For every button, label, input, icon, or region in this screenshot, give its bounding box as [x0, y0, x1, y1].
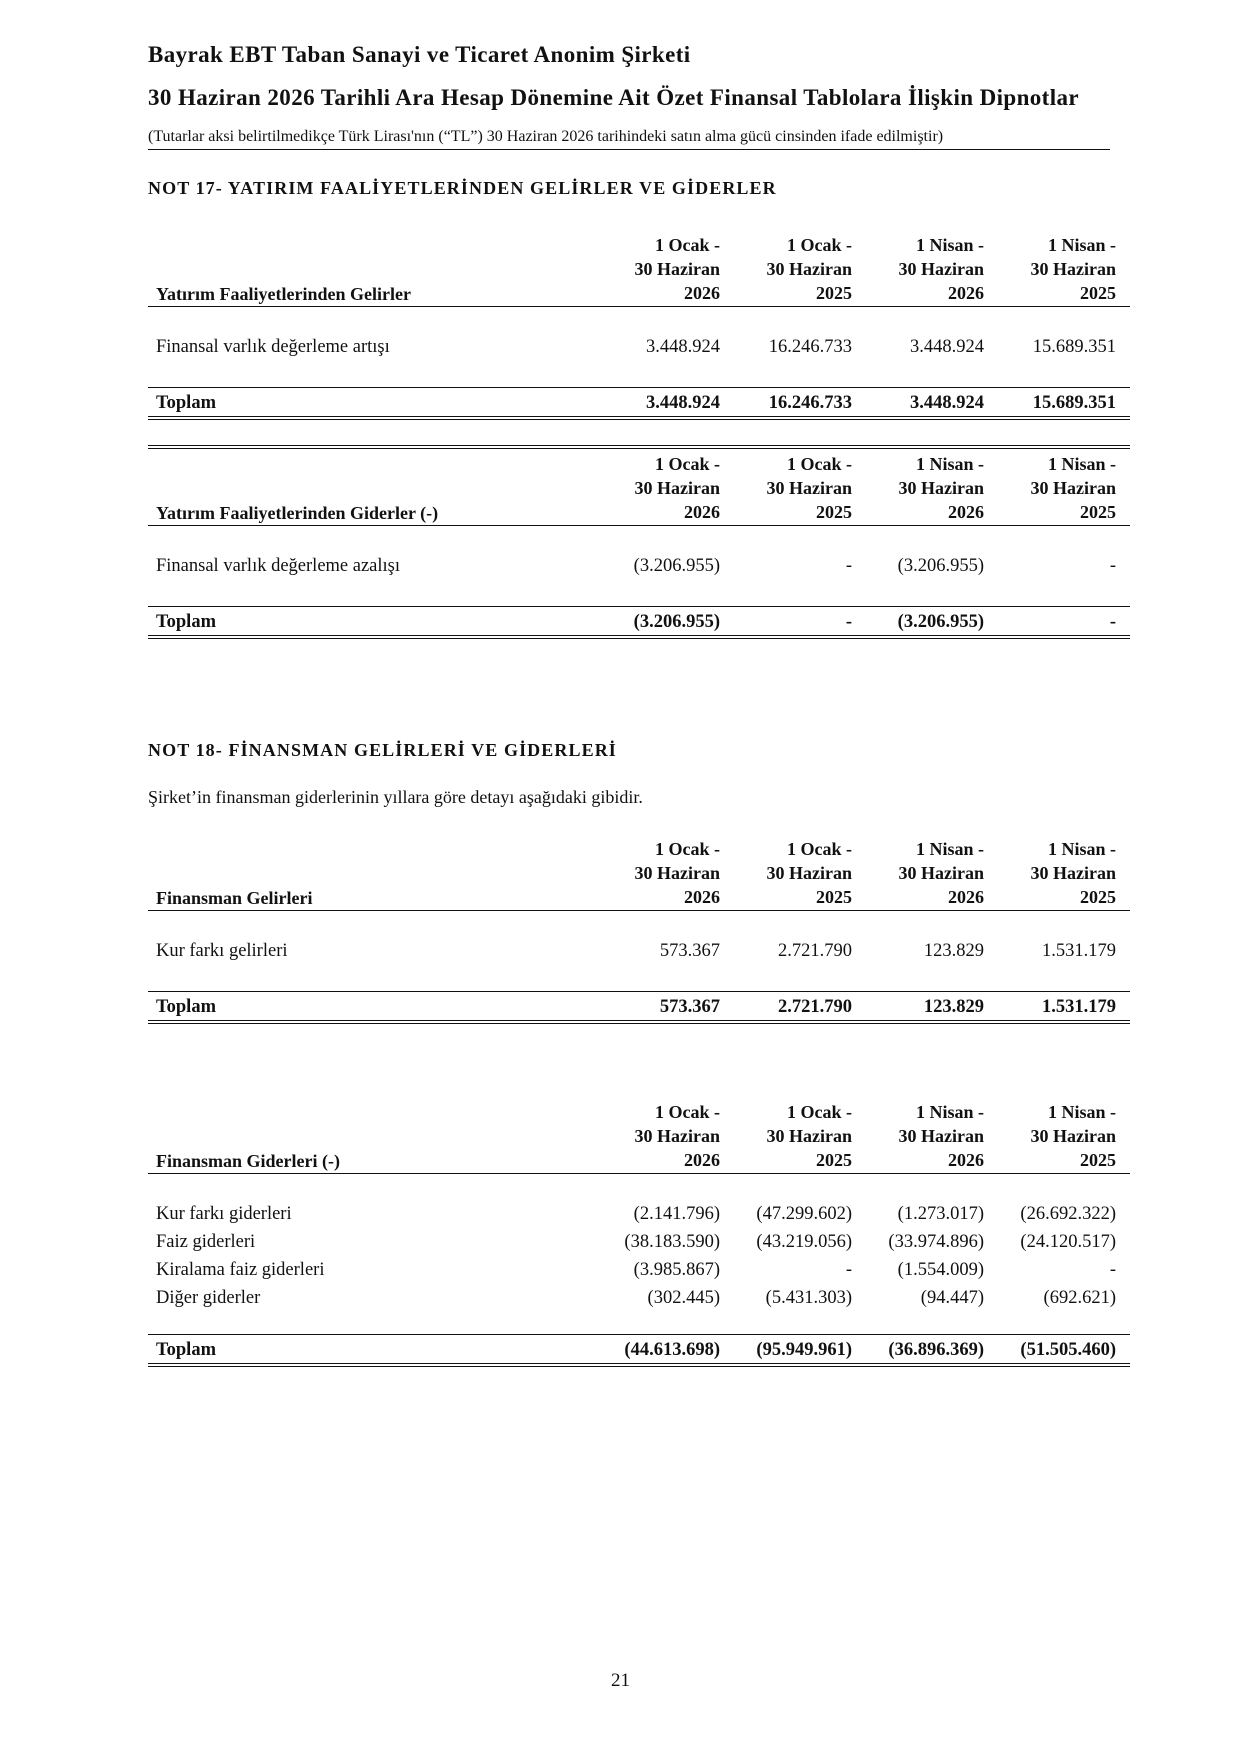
total-row: Toplam (3.206.955) - (3.206.955) - [148, 606, 1130, 639]
note-18-intro: Şirket’in finansman giderlerinin yıllara göre detayı aşağıdaki gibidir. [148, 787, 643, 807]
company-name: Bayrak EBT Taban Sanayi ve Ticaret Anonim Şirketi [148, 42, 691, 67]
total-row: Toplam 3.448.924 16.246.733 3.448.924 15.689.351 [148, 387, 1130, 420]
table-heading: Finansman Giderleri (-) [156, 1151, 340, 1171]
table-heading: Yatırım Faaliyetlerinden Giderler (-) [156, 503, 439, 523]
table-row: Finansal varlık değerleme artışı 3.448.924 16.246.733 3.448.924 15.689.351 [156, 337, 1116, 357]
column-header: 1 Ocak - 30 Haziran 2026 [634, 235, 720, 303]
table-row: Diğer giderler (302.445) (5.431.303) (94.447) (692.621) [156, 1288, 1116, 1308]
table-row: Finansal varlık değerleme azalışı (3.206.955) - (3.206.955) - [156, 556, 1116, 576]
table-heading: Finansman Gelirleri [156, 888, 313, 908]
column-header: 1 Nisan - 30 Haziran 2025 [1030, 235, 1116, 303]
column-header: 1 Ocak - 30 Haziran 2025 [766, 454, 852, 522]
column-header: 1 Ocak - 30 Haziran 2025 [766, 839, 852, 907]
table-header [148, 832, 1130, 911]
column-header: 1 Ocak - 30 Haziran 2026 [634, 454, 720, 522]
column-header: 1 Ocak - 30 Haziran 2026 [634, 1102, 720, 1170]
column-header: 1 Nisan - 30 Haziran 2025 [1030, 839, 1116, 907]
table-row: Kiralama faiz giderleri (3.985.867) - (1.554.009) - [156, 1260, 1116, 1280]
table-row: Kur farkı gelirleri 573.367 2.721.790 123.829 1.531.179 [156, 941, 1116, 961]
column-header: 1 Nisan - 30 Haziran 2026 [898, 839, 984, 907]
note-17-title: NOT 17- YATIRIM FAALİYETLERİNDEN GELİRLER VE GİDERLER [148, 178, 777, 198]
table-header [148, 447, 1130, 526]
page-number: 21 [611, 1670, 630, 1691]
document-title: 30 Haziran 2026 Tarihli Ara Hesap Dönemine Ait Özet Finansal Tablolara İlişkin Dipnotlar [148, 85, 1080, 110]
table-finance-income [148, 832, 1130, 1024]
column-header: 1 Nisan - 30 Haziran 2026 [898, 235, 984, 303]
column-header: 1 Nisan - 30 Haziran 2026 [898, 454, 984, 522]
table-investment-income [148, 228, 1130, 420]
table-heading: Yatırım Faaliyetlerinden Gelirler [156, 284, 411, 304]
column-header: 1 Nisan - 30 Haziran 2026 [898, 1102, 984, 1170]
total-row: Toplam (44.613.698) (95.949.961) (36.896.369) (51.505.460) [148, 1334, 1130, 1367]
table-header [148, 1095, 1130, 1174]
note-18-title: NOT 18- FİNANSMAN GELİRLERİ VE GİDERLERİ [148, 740, 617, 760]
table-finance-expense [148, 1095, 1130, 1367]
column-header: 1 Ocak - 30 Haziran 2026 [634, 839, 720, 907]
column-header: 1 Nisan - 30 Haziran 2025 [1030, 454, 1116, 522]
column-header: 1 Ocak - 30 Haziran 2025 [766, 235, 852, 303]
total-row: Toplam 573.367 2.721.790 123.829 1.531.179 [148, 991, 1130, 1024]
currency-note: (Tutarlar aksi belirtilmedikçe Türk Lirası'nın (“TL”) 30 Haziran 2026 tarihindeki satın alma gücü cinsinden ifade edilmiştir) [148, 128, 944, 145]
table-investment-expense [148, 447, 1130, 639]
column-header: 1 Nisan - 30 Haziran 2025 [1030, 1102, 1116, 1170]
table-row: Kur farkı giderleri (2.141.796) (47.299.602) (1.273.017) (26.692.322) [156, 1204, 1116, 1224]
column-header: 1 Ocak - 30 Haziran 2025 [766, 1102, 852, 1170]
table-header [148, 228, 1130, 307]
header-underline [148, 149, 1110, 150]
table-row: Faiz giderleri (38.183.590) (43.219.056) (33.974.896) (24.120.517) [156, 1232, 1116, 1252]
